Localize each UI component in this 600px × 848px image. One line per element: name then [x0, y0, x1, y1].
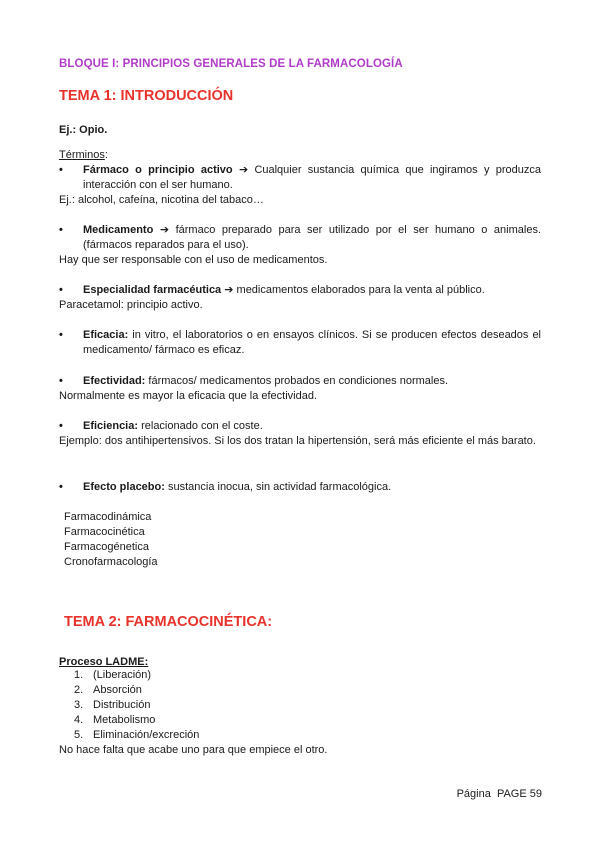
term-body: [83, 163, 541, 193]
ladme-step: Distribución: [93, 699, 151, 711]
bullet-icon: •: [59, 329, 63, 341]
term-name: Efecto placebo:: [83, 481, 165, 493]
terms-heading-colon: :: [104, 149, 108, 161]
note-ejemplo: Ejemplo: dos antihipertensivos. Si los dos tratan la hipertensión, será más eficiente el más barato.: [59, 435, 536, 447]
ladme-note: No hace falta que acabe uno para que empiece el otro.: [59, 744, 328, 756]
note-normalmente: Normalmente es mayor la eficacia que la efectividad.: [59, 390, 318, 402]
bullet-icon: •: [59, 420, 63, 432]
bullet-icon: •: [59, 224, 63, 236]
term-body: [83, 419, 541, 434]
term-body: [83, 374, 541, 389]
arrow-icon: ➔: [224, 284, 234, 296]
ladme-step: Absorción: [93, 684, 142, 696]
footer-label: Página: [456, 788, 491, 800]
term-body: [83, 328, 541, 358]
term-body: [83, 223, 541, 253]
page-number-field: PAGE 59: [496, 788, 542, 800]
list-number: 5.: [74, 729, 84, 741]
terms-heading-label: Términos: [59, 149, 105, 161]
term-name: Medicamento: [83, 224, 154, 236]
term-definition: in vitro, el laboratorios o en ensayos clínicos. Si se producen efectos deseados el medicamento/ fármaco es eficaz.: [83, 329, 541, 356]
topic-2-title: TEMA 2: FARMACOCINÉTICA:: [64, 614, 273, 630]
branch-item: Farmacogénetica: [64, 541, 149, 553]
arrow-icon: ➔: [238, 164, 249, 176]
note-ej-alcohol: Ej.: alcohol, cafeína, nicotina del tabaco…: [59, 194, 264, 206]
branch-item: Farmacodinámica: [64, 511, 152, 523]
bullet-icon: •: [59, 164, 63, 176]
note-paracetamol: Paracetamol: principio activo.: [59, 299, 203, 311]
arrow-icon: ➔: [159, 224, 170, 236]
list-number: 3.: [74, 699, 84, 711]
terms-heading: [59, 148, 108, 163]
ladme-heading: Proceso LADME:: [59, 656, 149, 668]
bullet-icon: •: [59, 375, 63, 387]
term-name: Fármaco o principio activo: [83, 164, 233, 176]
note-responsable: Hay que ser responsable con el uso de medicamentos.: [59, 254, 328, 266]
term-definition: fármacos/ medicamentos probados en condiciones normales.: [148, 375, 449, 387]
topic-1-title: TEMA 1: INTRODUCCIÓN: [59, 88, 234, 104]
list-number: 4.: [74, 714, 84, 726]
ladme-step: (Liberación): [93, 669, 152, 681]
term-body: [83, 480, 541, 495]
block-heading: BLOQUE I: PRINCIPIOS GENERALES DE LA FARMACOLOGÍA: [59, 58, 403, 70]
ladme-step: Metabolismo: [93, 714, 156, 726]
branch-item: Farmacocinética: [64, 526, 145, 538]
bullet-icon: •: [59, 284, 63, 296]
ladme-step: Eliminación/excreción: [93, 729, 200, 741]
term-name: Especialidad farmacéutica: [83, 284, 222, 296]
bullet-icon: •: [59, 481, 63, 493]
term-name: Eficacia:: [83, 329, 129, 341]
term-definition: Cualquier sustancia química que ingiramos y produzca interacción con el ser humano.: [83, 164, 541, 191]
example-opio: Ej.: Opio.: [59, 124, 108, 136]
term-body: [83, 283, 541, 298]
term-definition: relacionado con el coste.: [141, 420, 263, 432]
list-number: 1.: [74, 669, 84, 681]
term-definition: fármaco preparado para ser utilizado por el ser humano o animales. (fármacos reparados para el uso).: [83, 224, 542, 251]
term-definition: sustancia inocua, sin actividad farmacológica.: [167, 481, 392, 493]
list-number: 2.: [74, 684, 84, 696]
term-name: Eficiencia:: [83, 420, 139, 432]
term-name: Efectividad:: [83, 375, 146, 387]
term-definition: medicamentos elaborados para la venta al público.: [236, 284, 485, 296]
page-footer: [457, 788, 542, 800]
branch-item: Cronofarmacología: [64, 556, 158, 568]
